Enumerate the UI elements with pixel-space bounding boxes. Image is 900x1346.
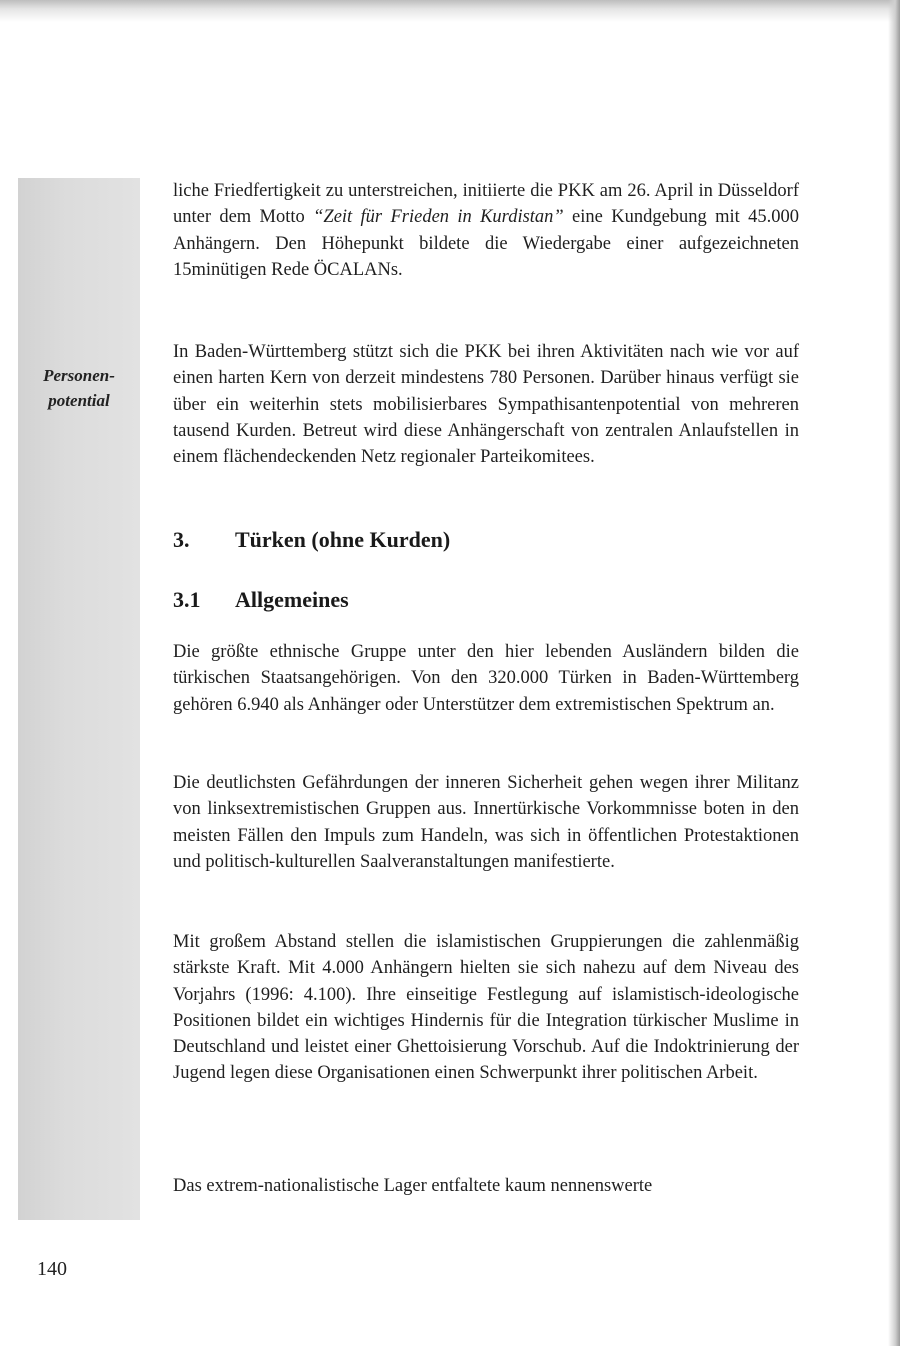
subsection-heading	[173, 585, 349, 615]
paragraph-turkish-group	[173, 639, 799, 718]
margin-note	[18, 363, 140, 413]
paragraph-text: liche Friedfertigkeit zu unterstreichen, initiierte die PKK am 26. April in Düsseldorf unter dem Motto	[173, 181, 799, 228]
scan-right-edge	[888, 0, 900, 1346]
paragraph-left-extremists	[173, 770, 799, 875]
margin-note-line-2: potential	[48, 391, 110, 410]
margin-note-line-1: Personen-	[43, 366, 115, 385]
margin-band	[18, 178, 140, 1220]
section-title: Türken (ohne Kurden)	[235, 527, 451, 552]
section-number: 3.	[173, 527, 190, 552]
paragraph-text: In Baden-Württemberg stützt sich die PKK bei ihren Aktivitäten nach wie vor auf einen harten Kern von derzeit mindestens 780 Personen. Darüber hinaus verfügt sie über ein weiterhin stets mobilisierbares Sympathisantenpotential von mehreren tausend Kurden. Betreut wird diese Anhängerschaft von zentralen Anlaufstellen in einem flächendeckenden Netz regionaler Parteikomitees.	[173, 342, 799, 468]
paragraph-text: Die größte ethnische Gruppe unter den hier lebenden Ausländern bilden die türkischen Staatsangehörigen. Von den 320.000 Türken in Baden-Württemberg gehören 6.940 als Anhänger oder Unterstützer dem extremistischen Spektrum an.	[173, 642, 799, 715]
paragraph-personenpotential	[173, 339, 799, 470]
paragraph-nationalist-camp	[173, 1173, 799, 1199]
motto-text: “Zeit für Frieden in Kurdistan”	[313, 207, 564, 228]
paragraph-text: eine Kundgebung mit 45.000 Anhängern. Den Höhepunkt bildete die Wiedergabe einer aufgezeichneten 15minütigen Rede ÖCALANs.	[173, 207, 800, 280]
paragraph-islamist-groups	[173, 929, 799, 1087]
scan-top-edge	[0, 0, 900, 22]
paragraph-text: Das extrem-nationalistische Lager entfaltete kaum nennenswerte	[173, 1176, 653, 1196]
paragraph-text: Die deutlichsten Gefährdungen der inneren Sicherheit gehen wegen ihrer Militanz von linksextremistischen Gruppen aus. Innertürkische Vorkommnisse boten in den meisten Fällen den Impuls zum Handeln, was sich in öffentlichen Protestaktionen und politisch-kulturellen Saalveranstaltungen manifestierte.	[173, 773, 799, 872]
page-number: 140	[37, 1258, 67, 1280]
subsection-number: 3.1	[173, 587, 201, 612]
subsection-title: Allgemeines	[235, 587, 349, 612]
section-heading	[173, 525, 450, 555]
paragraph-text: Mit großem Abstand stellen die islamistischen Gruppierungen die zahlenmäßig stärkste Kraft. Mit 4.000 Anhängern hielten sie sich nahezu auf dem Niveau des Vorjahrs (1996: 4.100). Ihre einseitige Festlegung auf islamistisch-ideologische Positionen bildet ein wichtiges Hindernis für die Integration türkischer Muslime in Deutschland und leistet einer Ghettoisierung Vorschub. Auf die Indoktrinierung der Jugend legen diese Organisationen einen Schwerpunkt ihrer politischen Arbeit.	[173, 932, 799, 1084]
paragraph-pkk-rally	[173, 178, 799, 283]
